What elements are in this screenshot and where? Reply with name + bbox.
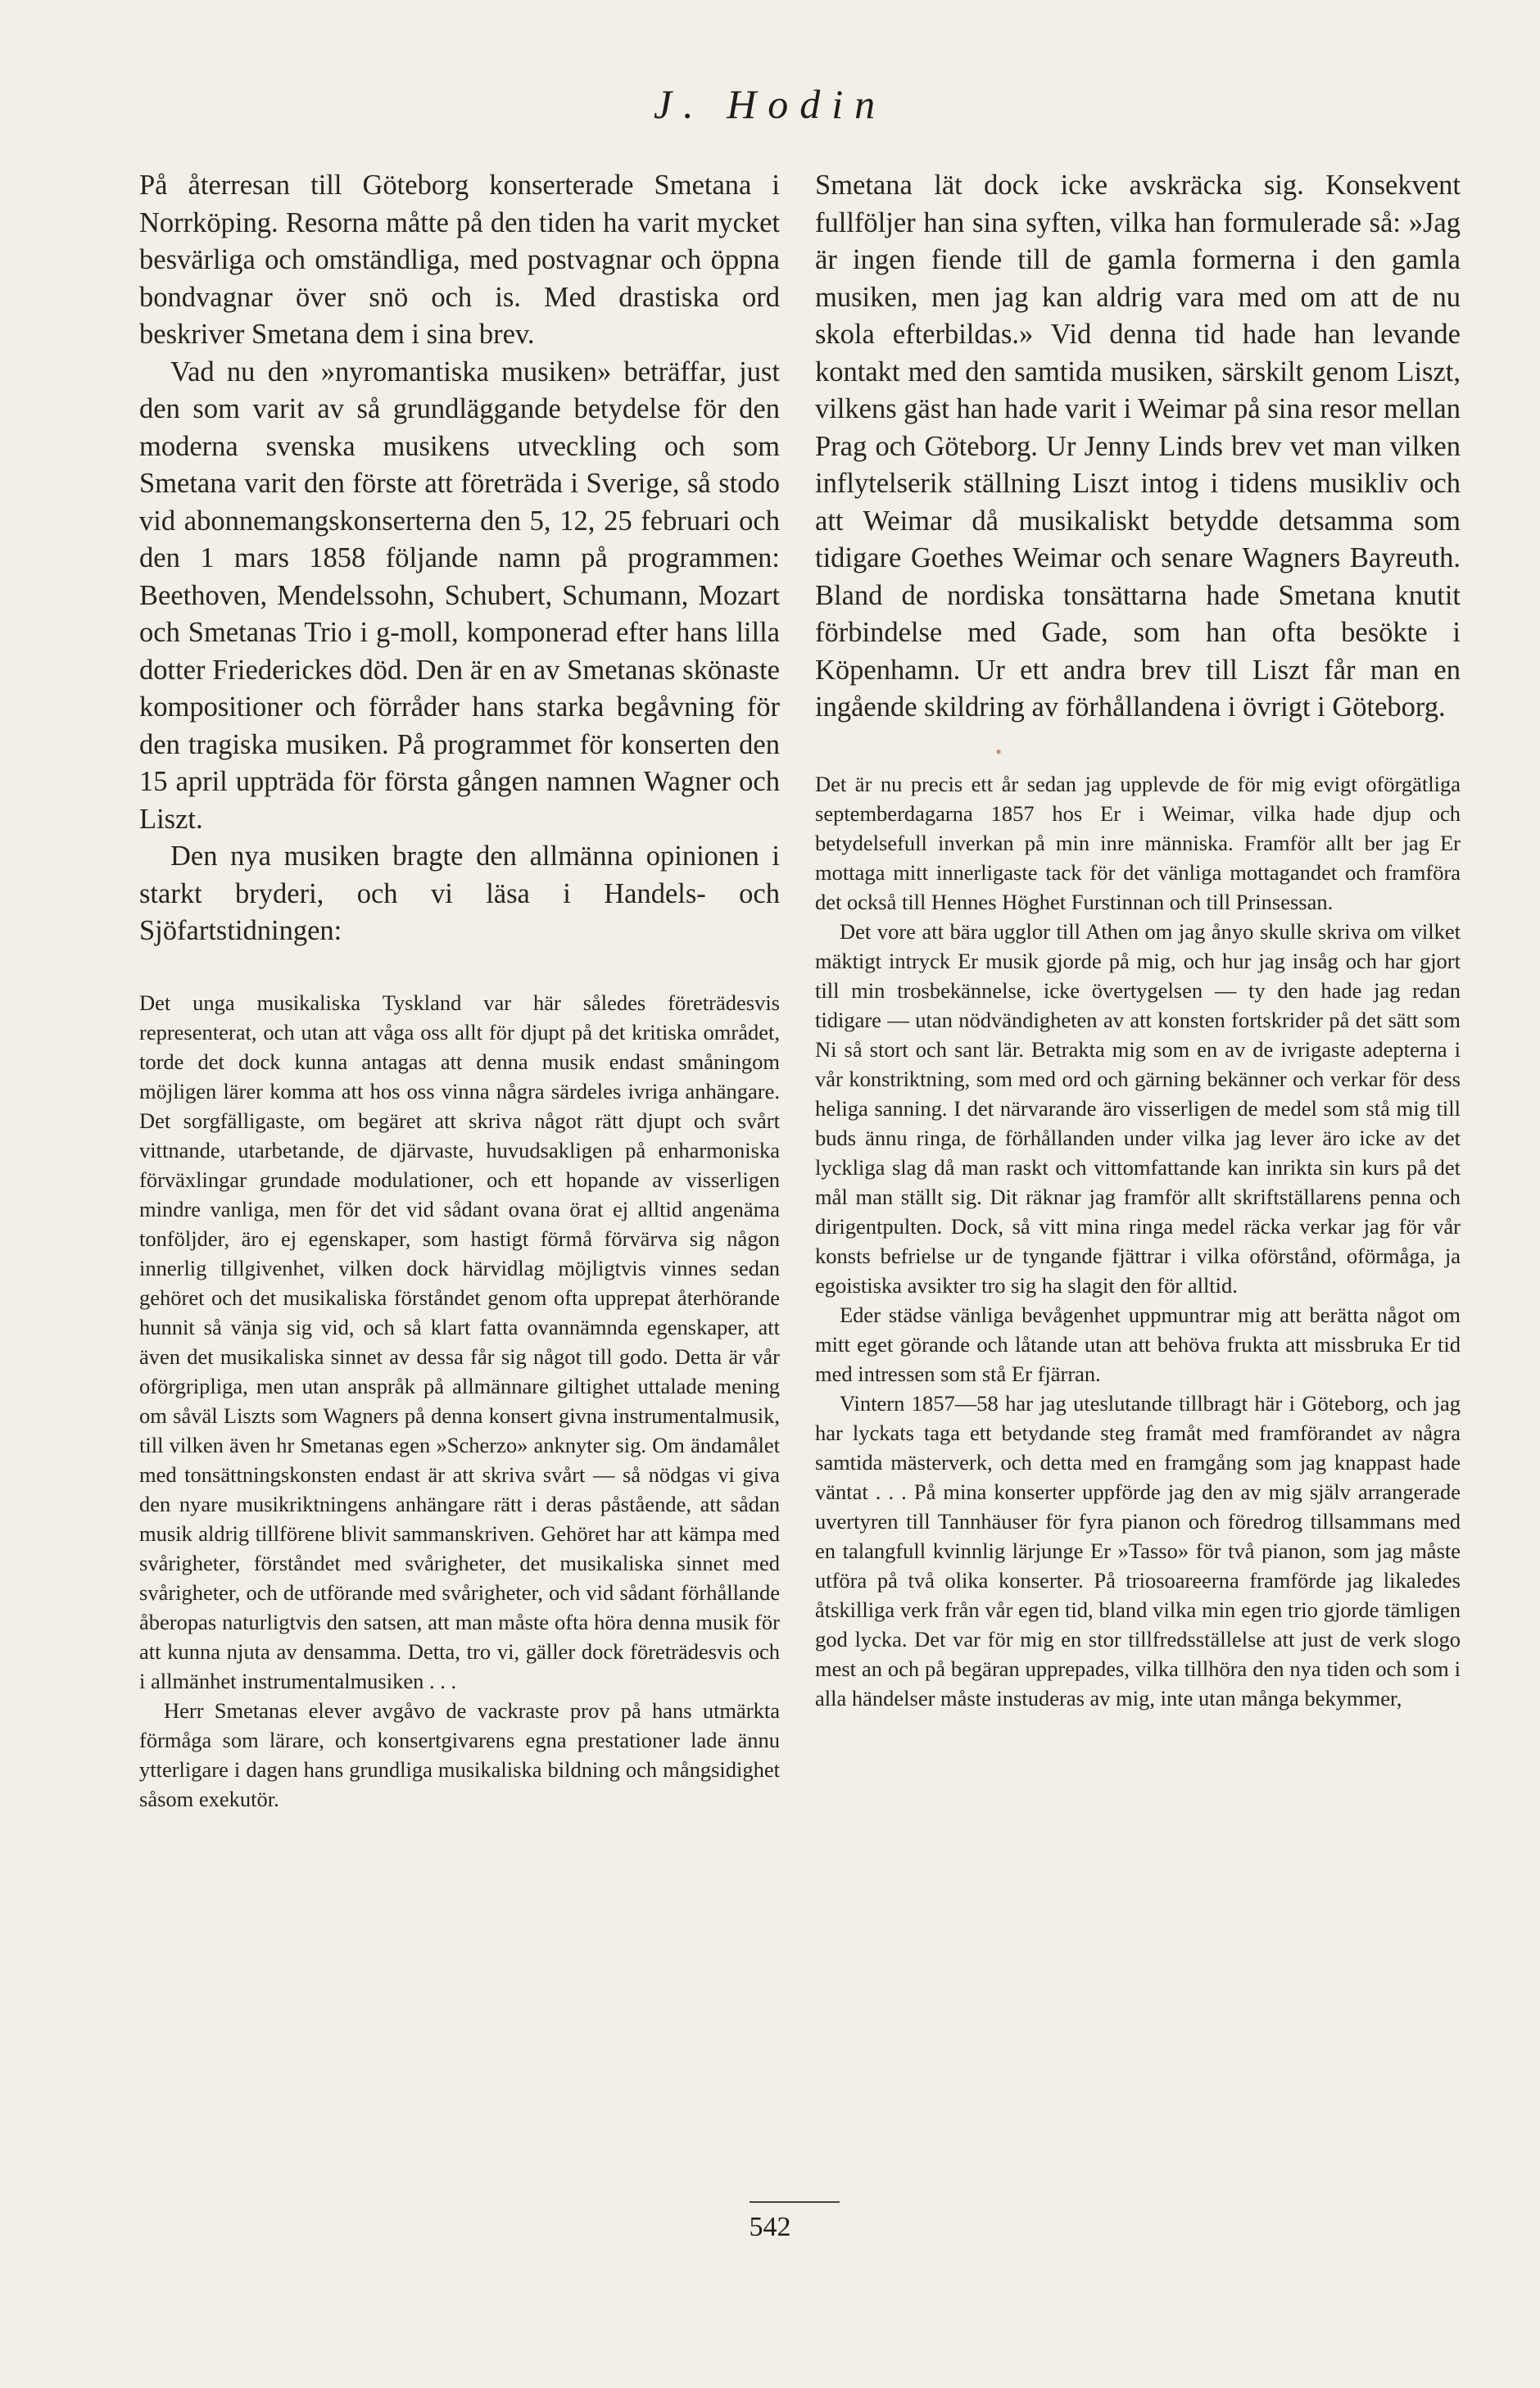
- newspaper-quote: [139, 988, 780, 1814]
- body-paragraph: Vad nu den »nyromantiska musiken» beträffar, just den som varit av så grundläggande betydelse för den moderna svenska musikens utveckling och som Smetana varit den förste att företräda i Sverige, så stodo vid abonnemangskonserterna den 5, 12, 25 februari och den 1 mars 1858 följande namn på programmen: Beethoven, Mendelssohn, Schubert, Schumann, Mozart och Smetanas Trio i g-moll, komponerad efter hans lilla dotter Friederickes död. Den är en av Smetanas skönaste kompositioner och förråder hans starka begåvning för den tragiska musiken. På programmet för konserten den 15 april uppträda för första gången namnen Wagner och Liszt.: [139, 356, 780, 835]
- footer-rule: [750, 2201, 840, 2203]
- running-header-author: J. Hodin: [653, 81, 887, 127]
- body-paragraph: Den nya musiken bragte den allmänna opinionen i starkt bryderi, och vi läsa i Handels- och Sjöfartstidningen:: [139, 841, 780, 946]
- asterisk-mark: •: [995, 741, 1002, 762]
- right-body-text: [815, 167, 1461, 727]
- quote-paragraph: Vintern 1857—58 har jag uteslutande tillbragt här i Göteborg, och jag har lyckats taga ett betydande steg framåt med framförandet av några samtida mästerverk, och detta med en framgång som jag knappast hade väntat . . . På mina konserter uppförde jag den av mig själv arrangerade uvertyren till Tannhäuser för fyra pianon och föredrog tillsammans med en talangfull kvinnlig lärjunge Er »Tasso» för två pianon, som jag måste utföra på två olika konserter. På triosoareerna framförde jag likaledes åtskilliga verk från vår egen tid, bland vilka min egen trio gjorde tämligen god lycka. Det var för mig en stor tillfredsställelse att just de verk slogo mest an och på begäran upprepades, vilka tillhöra den nya tiden och som i alla händelser måste instuderas av mig, inte utan många bekymmer,: [815, 1390, 1461, 1711]
- page-number: 542: [749, 2212, 791, 2242]
- quote-paragraph: Det unga musikaliska Tyskland var här således företrädesvis representerat, och utan att våga oss allt för djupt på det kritiska området, torde det dock kunna antagas att denna musik endast småningom möjligen lärer komma att hos oss vinna några särdeles ivriga anhängare. Det sorgfälligaste, om begäret att skriva något rätt djupt och svårt vittnande, utarbetande, de djärvaste, huvudsakligen på enharmoniska förväxlingar grundade modulationer, och ett hopande av visserligen mindre vanliga, men för det vid sådant ovana örat ej alltid angenäma tonföljder, äro ej egenskaper, som hastigt förmå förvärva sig någon innerlig tillgivenhet, vilken dock härvidlag möjligtvis vinnes sedan gehöret och det musikaliska förståndet genom ofta upprepat återhörande hunnit så vänja sig vid, och så klart fatta ovannämnda egenskaper, att även det musikaliska sinnet av dessa får sig något till godo. Detta är vår oförgripliga, men utan anspråk på allmännare giltighet uttalade mening om såväl Liszts som Wagners på denna konsert givna instrumentalmusik, till vilken även hr Smetanas egen »Scherzo» anknyter sig. Om ändamålet med tonsättningskonsten endast är att skriva svårt — så nödgas vi giva den nyare musikriktningens anhängare rätt i deras påstående, att sådan musik aldrig tillförene blivit sammanskriven. Gehöret har att kämpa med svårigheter, förståndet med svårigheter, det musikaliska sinnet med svårigheter, och de utförande med svårigheter, och vid sådant förhållande åberopas naturligtvis den satsen, att man måste ofta höra denna musik för att kunna njuta av densamma. Detta, tro vi, gäller dock företrädesvis och i allmänhet instrumentalmusiken . . .: [139, 990, 780, 1693]
- body-paragraph: Smetana lät dock icke avskräcka sig. Konsekvent fullföljer han sina syften, vilka han formulerade så: »Jag är ingen fiende till de gamla formerna i den gamla musiken, men jag kan aldrig vara med om att de nu skola efterbildas.» Vid denna tid hade han levande kontakt med den samtida musiken, särskilt genom Liszt, vilkens gäst han hade varit i Weimar på sina resor mellan Prag och Göteborg. Ur Jenny Linds brev vet man vilken inflytelserik ställning Liszt intog i tidens musikliv och att Weimar då musikaliskt betydde detsamma som tidigare Goethes Weimar och senare Wagners Bayreuth. Bland de nordiska tonsättarna hade Smetana knutit förbindelse med Gade, som han ofta besökte i Köpenhamn. Ur ett andra brev till Liszt får man en ingående skildring av förhållandena i övrigt i Göteborg.: [815, 170, 1461, 723]
- body-paragraph: På återresan till Göteborg konserterade Smetana i Norrköping. Resorna måtte på den tiden ha varit mycket besvärliga och omständliga, med postvagnar och öppna bondvagnar över snö och is. Med drastiska ord beskriver Smetana dem i sina brev.: [139, 170, 780, 350]
- left-body-text: [139, 167, 780, 950]
- quote-paragraph: Eder städse vänliga bevågenhet uppmuntrar mig att berätta något om mitt eget görande och låtande utan att behöva frukta att missbruka Er tid med intressen som stå Er fjärran.: [815, 1302, 1461, 1386]
- right-column: [815, 167, 1461, 1713]
- quote-paragraph: Herr Smetanas elever avgåvo de vackraste prov på hans utmärkta förmåga som lärare, och konsertgivarens egna prestationer lade ännu ytterligare i dagen hans grundliga musikaliska bildning och mångsidighet såsom exekutör.: [139, 1697, 780, 1811]
- quote-paragraph: Det vore att bära ugglor till Athen om jag ånyo skulle skriva om vilket mäktigt intryck Er musik gjorde på mig, och hur jag insåg och har gjort till min trosbekännelse, icke övertygelsen — ty den hade jag redan tidigare — utan nödvändigheten av att konsten fortskrider på det sätt som Ni så stort och sant lär. Betrakta mig som en av de ivrigaste adepterna i vår konstriktning, som med ord och gärning bekänner och verkar för dess heliga sanning. I det närvarande äro visserligen de medel som stå mig till buds ännu ringa, de förhållanden under vilka jag lever äro icke av det lyckliga slag då man raskt och vittomfattande kan inrikta sin kurs på det mål man ställt sig. Dit räknar jag framför allt skriftställarens penna och dirigentpulten. Dock, så vitt mina ringa medel räcka verkar jag för vår konsts befrielse ur de tyngande fjättrar i vilka oförstånd, oförmåga, ja egoistiska avsikter tro sig ha slagit den för alltid.: [815, 918, 1461, 1298]
- left-column: [139, 167, 780, 1814]
- quote-paragraph: Det är nu precis ett år sedan jag upplevde de för mig evigt oförgätliga septemberdagarna 1857 hos Er i Weimar, vilka hade djup och betydelsefull inverkan på min inre människa. Framför allt ber jag Er mottaga mitt innerligaste tack för det vänliga mottagandet och framföra det också till Hennes Höghet Furstinnan och till Prinsessan.: [815, 771, 1461, 914]
- letter-quote: [815, 769, 1461, 1713]
